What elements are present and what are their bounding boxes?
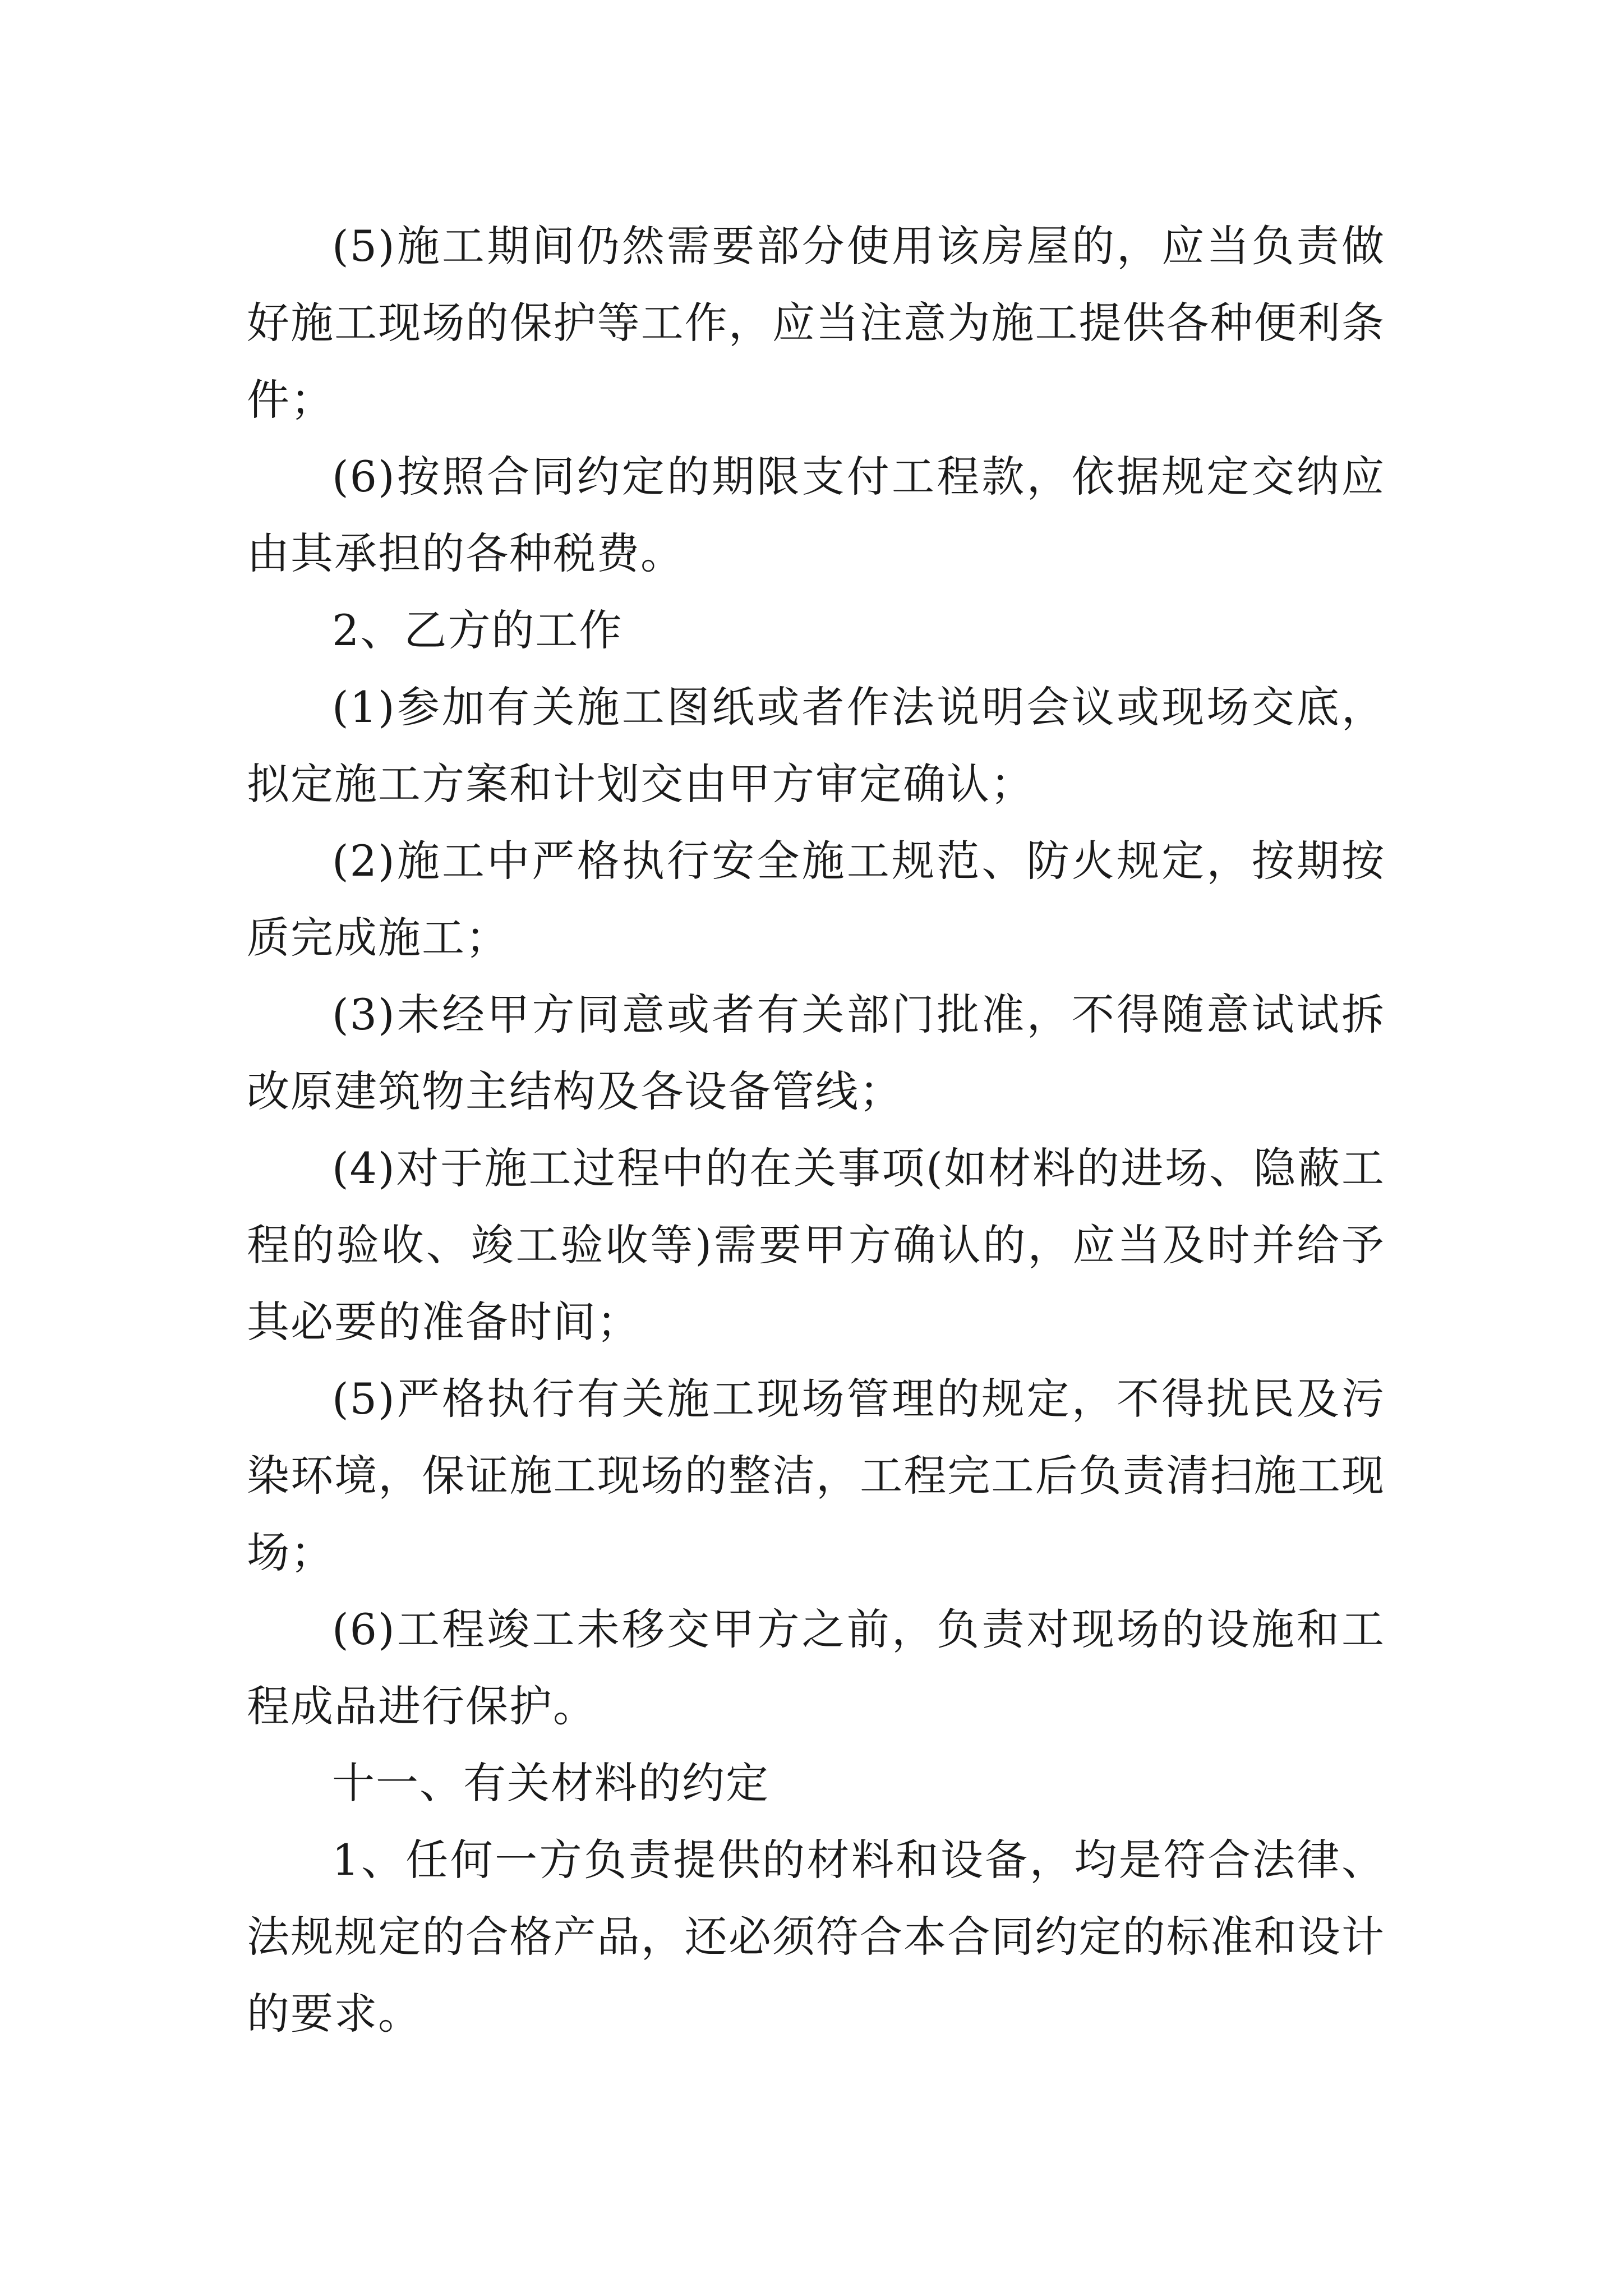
paragraph-materials-1: 1、任何一方负责提供的材料和设备，均是符合法律、法规规定的合格产品，还必须符合本合同约定的标准和设计的要求。 <box>247 1835 1385 2039</box>
section-heading-contractor-work: 2、乙方的工作 <box>332 605 623 655</box>
paragraph-contractor-duty-1: (1)参加有关施工图纸或者作法说明会议或现场交底，拟定施工方案和计划交由甲方审定确认； <box>247 682 1385 809</box>
paragraph-owner-duty-6: (6)按照合同约定的期限支付工程款，依据规定交纳应由其承担的各种税费。 <box>247 452 1385 578</box>
paragraph-contractor-duty-3: (3)未经甲方同意或者有关部门批准，不得随意试试拆改原建筑物主结构及各设备管线； <box>247 990 1385 1116</box>
paragraph-owner-duty-5: (5)施工期间仍然需要部分使用该房屋的，应当负责做好施工现场的保护等工作，应当注意为施工提供各种便利条件； <box>247 221 1385 425</box>
document-body <box>247 208 1385 2052</box>
paragraph-contractor-duty-5: (5)严格执行有关施工现场管理的规定，不得扰民及污染环境，保证施工现场的整洁，工程完工后负责清扫施工现场； <box>247 1374 1385 1577</box>
paragraph-contractor-duty-4: (4)对于施工过程中的在关事项(如材料的进场、隐蔽工程的验收、竣工验收等)需要甲方确认的，应当及时并给予其必要的准备时间； <box>247 1143 1385 1347</box>
paragraph-contractor-duty-6: (6)工程竣工未移交甲方之前，负责对现场的设施和工程成品进行保护。 <box>247 1604 1385 1731</box>
paragraph-contractor-duty-2: (2)施工中严格执行安全施工规范、防火规定，按期按质完成施工； <box>247 836 1385 963</box>
section-heading-materials: 十一、有关材料的约定 <box>332 1758 769 1808</box>
